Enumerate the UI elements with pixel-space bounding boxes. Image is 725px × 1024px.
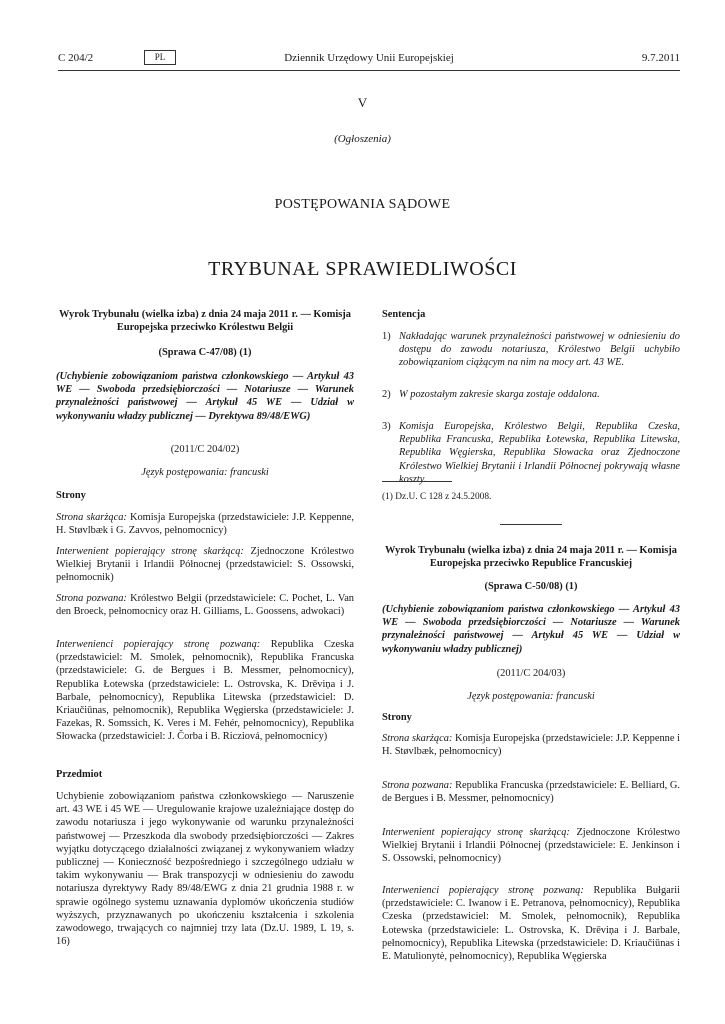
case1-party-applicant: Strona skarżąca: Komisja Europejska (przedstawiciele: J.P. Keppenne, H. Støvlbæk i G. Zavvos, pełnomocnicy) [56,512,354,537]
section-name: (Ogłoszenia) [334,133,391,145]
case2-party-intervener-applicant: Interwenient popierający stronę skarżącą: Zjednoczone Królestwo Wielkiej Brytanii i Irlandii Północnej (przedstawiciele: E. Jenkinson i S. Ossowski, pełnomocnicy) [382,827,680,865]
case1-language: Język postępowania: francuski [141,467,269,478]
issue-number: C 204/2 [58,52,94,64]
case2-parties-heading: Strony [382,712,412,723]
case1-subject-text: Uchybienie zobowiązaniom państwa członkowskiego — Naruszenie art. 43 WE i 45 WE — Uregulowanie krajowe uzależniające dostęp do zawodu notariusza i jego wykonywanie od warunku przynależności państwowej — Przeszkoda dla swobody przedsiębiorczości — Zakres wyjątku dotyczącego działalności związanej z wykonywaniem władzy publicznej — Konieczność bezpośredniego i szczególnego udziału w takim wykonywaniu — Brak transpozycji w odniesieniu do zawodu notariusza dyrektywy Rady 89/48/EWG z dnia 21 grudnia 1988 r. w sprawie ogólnego systemu uznawania dyplomów ukończenia studiów wyższych, przyznawanych po ukończeniu kształcenia i szkolenia zawodowego, trwających co najmniej trzy lata (Dz.U. 1989, L 19, s. 16) [56,791,354,948]
case1-footnote: (1) Dz.U. C 128 z 24.5.2008. [382,492,492,502]
section-title: POSTĘPOWANIA SĄDOWE [274,197,451,212]
footnote-rule [382,481,452,482]
case1-reference: (2011/C 204/02) [170,444,240,455]
case1-parties-heading: Strony [56,490,86,501]
case2-heading: Wyrok Trybunału (wielka izba) z dnia 24 maja 2011 r. — Komisja Europejska przeciwko Republice Francuskiej [385,545,677,570]
case2-language: Język postępowania: francuski [467,691,595,702]
case1-number: (Sprawa C-47/08) (1) [158,347,252,358]
case2-party-defendant: Strona pozwana: Republika Francuska (przedstawiciele: E. Belliard, G. de Bergues i B. Messmer, pełnomocnicy) [382,780,680,805]
case1-party-intervener-applicant: Interwenient popierający stronę skarżącą: Zjednoczone Królestwo Wielkiej Brytanii i Irlandii Północnej (przedstawiciel: S. Ossowski, pełnomocnik) [56,546,354,584]
case2-number: (Sprawa C-50/08) (1) [484,581,578,592]
case1-sentence-heading: Sentencja [382,309,426,320]
case1-subject-heading: Przedmiot [56,769,103,780]
language-badge: PL [144,50,176,65]
case1-heading: Wyrok Trybunału (wielka izba) z dnia 24 maja 2011 r. — Komisja Europejska przeciwko Królestwu Belgii [59,309,351,334]
court-title: TRYBUNAŁ SPRAWIEDLIWOŚCI [208,258,517,280]
case1-party-interveners-defendant: Interwenienci popierający stronę pozwaną: Republika Czeska (przedstawiciel: M. Smolek, pełnomocnik), Republika Francuska (przedstawiciele: G. de Bergues i B. Messmer, pełnomocnicy), Republika Łotewska (przedstawiciele: L. Ostrovska, K. Drēviņa i J. Barbale, pełnomocnicy), Republika Litewska (przedstawiciel: D. Kriaučiūnas, pełnomocnik), Republika Węgierska (przedstawiciele: J. Fazekas, R. Somssich, K. Veres i M. Fehér, pełnomocnicy), Republika Słowacka (przedstawiciel: J. Čorba i B. Ricziová, pełnomocnicy) [56,639,354,743]
page-header [58,52,680,70]
section-number: V [357,95,368,110]
journal-title: Dziennik Urzędowy Unii Europejskiej [284,52,454,64]
header-rule [58,70,680,71]
case1-keywords: (Uchybienie zobowiązaniom państwa członkowskiego — Artykuł 43 WE — Swoboda przedsiębiorczości — Notariusze — Warunek przynależności państwowej — Artykuł 45 WE — Udział w wykonywaniu władzy publicznej — Dyrektywa 89/48/EWG) [56,371,354,422]
case1-party-defendant: Strona pozwana: Królestwo Belgii (przedstawiciele: C. Pochet, L. Van den Broeck, pełnomocnicy oraz H. Gilliams, L. Goossens, adwokaci) [56,593,354,618]
case2-keywords: (Uchybienie zobowiązaniom państwa członkowskiego — Artykuł 43 WE — Swoboda przedsiębiorczości — Notariusze — Warunek przynależności państwowej — Artykuł 45 WE — Udział w wykonywaniu władzy publicznej) [382,604,680,655]
case2-reference: (2011/C 204/03) [496,668,566,679]
case-separator [500,524,562,525]
case2-party-applicant: Strona skarżąca: Komisja Europejska (przedstawiciele: J.P. Keppenne i H. Støvlbæk, pełnomocnicy) [382,733,680,758]
case2-party-interveners-defendant: Interwenienci popierający stronę pozwaną: Republika Bułgarii (przedstawiciele: C. Iwanow i E. Petranova, pełnomocnicy), Republika Czeska (przedstawiciel: M. Smolek, pełnomocnik), Republika Łotewska (przedstawiciele: L. Ostrovska, K. Drēviņa i J. Barbale, pełnomocnicy), Republika Litewska (przedstawiciele: D. Kriaučiūnas i E. Matulionytė, pełnomocnicy), Republika Węgierska [382,885,680,963]
issue-date: 9.7.2011 [641,52,680,64]
